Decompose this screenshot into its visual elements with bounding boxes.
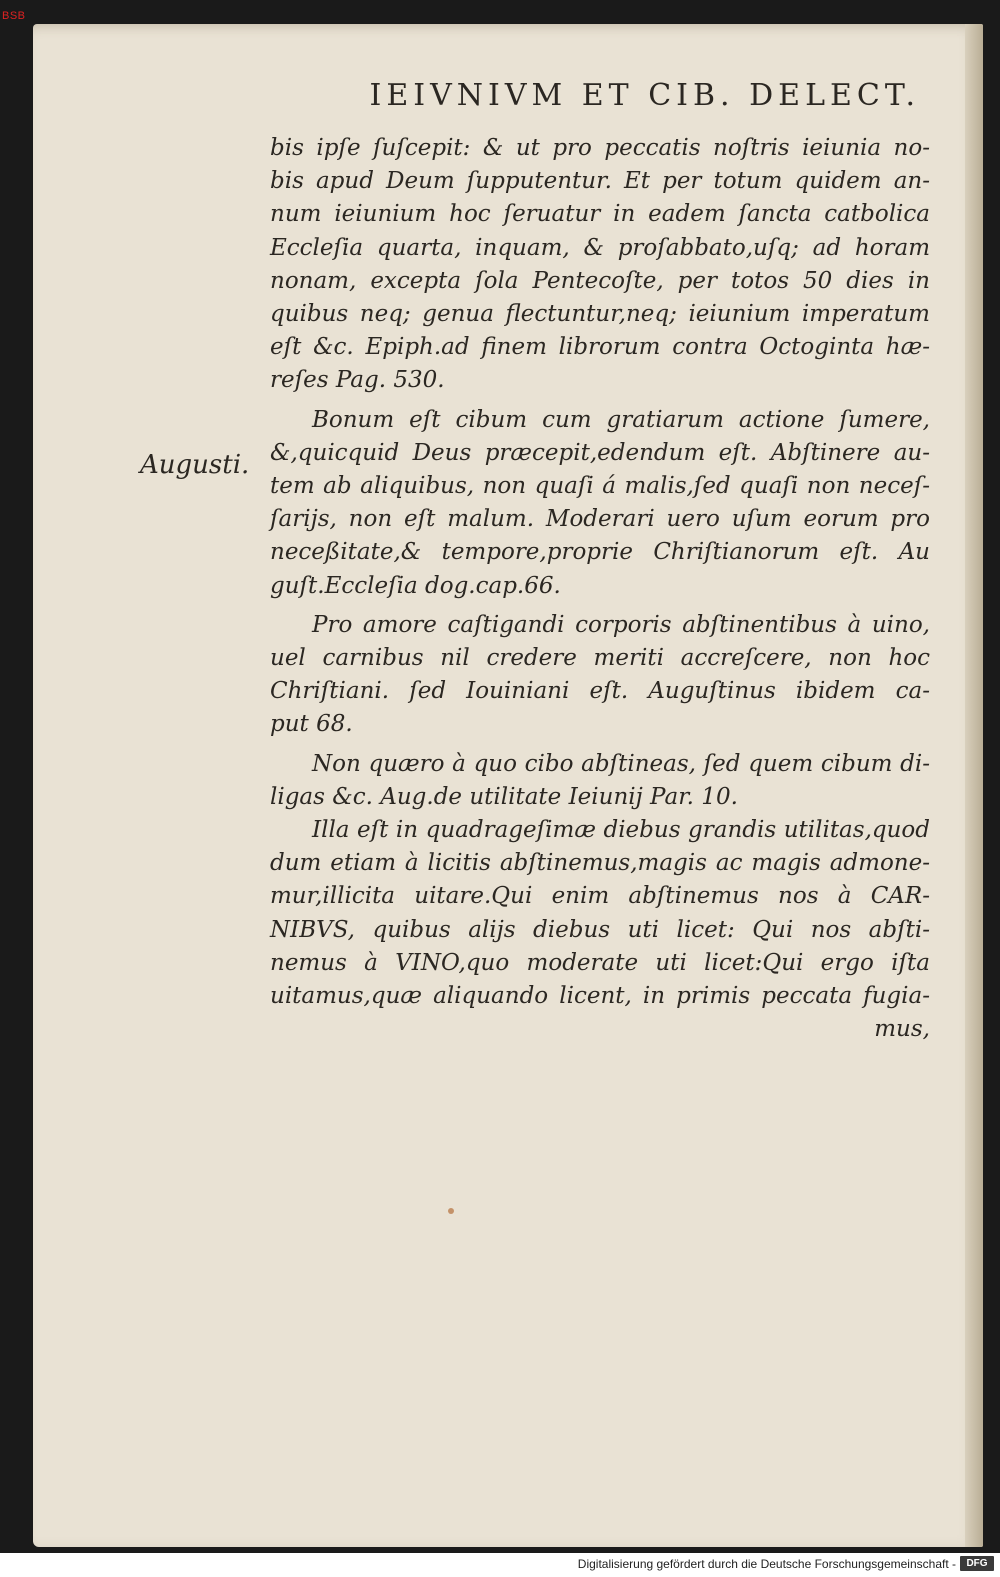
text-line: Bonum eſt cibum cum gratiarum actione ſumere, bbox=[312, 406, 930, 433]
text-line: &,quicquid Deus præcepit,edendum eſt. Abſtinere au- bbox=[270, 439, 930, 466]
text-line: Illa eſt in quadrageſimæ diebus grandis utilitas,quod bbox=[312, 817, 930, 844]
text-line: dum etiam à licitis abſtinemus,magis ac magis admone- bbox=[270, 850, 930, 877]
text-line: Non quæro à quo cibo abſtineas, ſed quem cibum di- bbox=[312, 750, 930, 777]
text-line: Eccleſia quarta, inquam, & proſabbato,uſq; ad horam bbox=[270, 234, 930, 261]
text-line: mus, bbox=[874, 1016, 930, 1043]
text-line: num ieiunium hoc ſeruatur in eadem ſancta catbolica bbox=[270, 201, 930, 228]
page-edge bbox=[965, 24, 983, 1547]
text-line: nemus à VINO,quo moderate uti licet:Qui ergo iſta bbox=[270, 949, 930, 976]
text-line: reſes Pag. 530. bbox=[270, 367, 445, 394]
text-line: nonam, excepta ſola Pentecoſte, per totos 50 dies in bbox=[270, 267, 930, 294]
text-line: bis apud Deum ſupputentur. Et per totum quidem an- bbox=[270, 168, 930, 195]
paper-stain bbox=[448, 1208, 454, 1214]
text-line: NIBVS, quibus alijs diebus uti licet: Qui nos abſti- bbox=[270, 916, 930, 943]
bsb-logo: BSB bbox=[2, 10, 26, 22]
text-line: eſt &c. Epiph.ad finem librorum contra Octoginta hæ- bbox=[270, 334, 930, 361]
text-line: guſt.Eccleſia dog.cap.66. bbox=[270, 572, 561, 599]
text-line: quibus neq; genua flectuntur,neq; ieiunium imperatum bbox=[270, 301, 930, 328]
text-line: ſarijs, non eſt malum. Moderari uero uſum eorum pro bbox=[270, 506, 930, 533]
text-line: Chriſtiani. ſed Iouiniani eſt. Auguſtinus ibidem ca- bbox=[270, 678, 930, 705]
footer-credit: Digitalisierung gefördert durch die Deutsche Forschungsgemeinschaft - bbox=[577, 1557, 956, 1571]
text-line: tem ab aliquibus, non quaſi á malis,ſed quaſi non neceſ- bbox=[270, 473, 930, 500]
text-line: neceßitate,& tempore,proprie Chriſtianorum eſt. Au bbox=[270, 539, 930, 566]
text-line: mur,illicita uitare.Qui enim abſtinemus nos à CAR- bbox=[270, 883, 930, 910]
text-line: uitamus,quæ aliquando licent, in primis peccata fugia- bbox=[270, 983, 930, 1010]
dfg-logo: DFG bbox=[960, 1556, 994, 1571]
text-line: ligas &c. Aug.de utilitate Ieiunij Par. 10. bbox=[270, 783, 738, 810]
running-head: IEIVNIVM ET CIB. DELECT. bbox=[369, 78, 920, 113]
text-line: uel carnibus nil credere meriti accreſcere, non hoc bbox=[270, 645, 930, 672]
margin-note: Augusti. bbox=[140, 450, 250, 480]
text-line: Pro amore caſtigandi corporis abſtinentibus à uino, bbox=[312, 611, 930, 638]
text-line: put 68. bbox=[270, 711, 353, 738]
text-line: bis ipſe ſuſcepit: & ut pro peccatis noſtris ieiunia no- bbox=[270, 135, 930, 161]
body-text bbox=[270, 132, 930, 1046]
